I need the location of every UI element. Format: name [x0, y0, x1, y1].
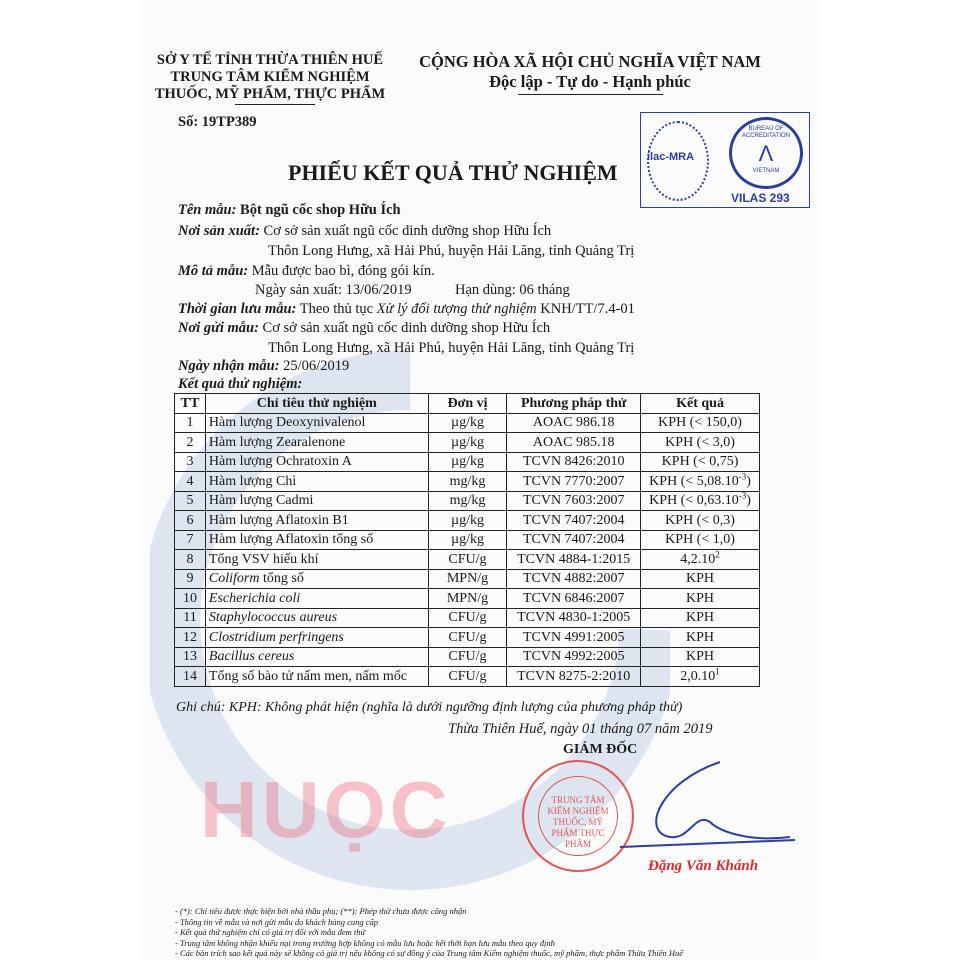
issuer-line: TRUNG TÂM KIỂM NGHIỆM: [170, 69, 370, 85]
result: [641, 647, 760, 667]
method: TCVN 4830-1:2005: [507, 608, 641, 628]
parameter-text: Hàm lượng Aflatoxin tổng số: [208, 532, 374, 548]
parameter-text: Hàm lượng Cadmi: [208, 493, 314, 509]
row-number: 1: [175, 413, 206, 433]
row-number: 5: [175, 491, 206, 511]
director-title: GIÁM ĐỐC: [563, 742, 638, 757]
footnote: - Trung tâm không nhận khiếu nại trong trường hợp không có mẫu lưu hoặc hết thời hạn lưu mẫu theo quy định: [175, 937, 555, 948]
row-number: 3: [175, 452, 206, 472]
result-value: 2,0.10: [680, 668, 716, 684]
parameter-text: Tổng số bào tử nấm men, nấm mốc: [208, 668, 408, 684]
parameter-name: [205, 628, 428, 648]
unit: µg/kg: [428, 511, 507, 531]
table-row: [175, 530, 760, 550]
result-tail: ): [746, 473, 751, 489]
parameter-text: Hàm lượng Ochratoxin A: [208, 454, 352, 470]
result-value: 4,2.10: [680, 551, 716, 567]
page-title: PHIẾU KẾT QUẢ THỬ NGHIỆM: [288, 160, 618, 185]
method: TCVN 7603:2007: [507, 491, 641, 511]
producer-address: Thôn Long Hưng, xã Hải Phú, huyện Hải Lăng, tỉnh Quảng Trị: [268, 243, 635, 259]
result-value: KPH (< 150,0): [658, 415, 742, 431]
unit: CFU/g: [428, 550, 507, 570]
parameter-name: [205, 491, 428, 511]
unit: CFU/g: [428, 608, 507, 628]
unit: CFU/g: [428, 647, 507, 667]
unit: mg/kg: [428, 472, 507, 492]
producer-row: [178, 222, 551, 240]
result: [641, 608, 760, 628]
result-value: KPH (< 0,3): [665, 512, 735, 528]
parameter-italic: Clostridium perfringens: [208, 629, 344, 645]
national-title: CỘNG HÒA XÃ HỘI CHỦ NGHĨA VIỆT NAM: [419, 52, 761, 71]
col-header: TT: [175, 394, 206, 414]
signature-icon: [600, 752, 800, 852]
method: TCVN 7407:2004: [507, 530, 641, 550]
table-row: [175, 491, 760, 511]
parameter-text: Hàm lượng Deoxynivalenol: [208, 415, 366, 431]
parameter-name: [205, 511, 428, 531]
unit: µg/kg: [428, 413, 507, 433]
result: [641, 491, 760, 511]
col-header: Đơn vị: [428, 394, 507, 414]
vilas-label: VILAS 293: [731, 191, 790, 205]
result-value: KPH (< 3,0): [665, 434, 735, 450]
value: 25/06/2019: [283, 358, 350, 374]
result-value: KPH: [686, 649, 715, 665]
result-exponent: -3: [738, 490, 747, 501]
parameter-text: tổng số: [259, 571, 304, 587]
footnote: - (*): Chỉ tiêu được thực hiện bởi nhà thầu phụ; (**): Phép thử chưa được công nhận: [175, 906, 467, 916]
boa-country: VIETNAM: [752, 168, 780, 174]
table-row: [175, 628, 760, 648]
result: [641, 511, 760, 531]
result-exponent: 2: [715, 549, 720, 560]
result-exponent: -3: [738, 471, 747, 482]
divider: [518, 94, 663, 95]
method: AOAC 985.18: [507, 433, 641, 453]
table-row: [175, 413, 760, 433]
col-header: Chỉ tiêu thử nghiệm: [205, 394, 428, 414]
unit: CFU/g: [428, 628, 507, 648]
national-header: [410, 52, 770, 92]
row-number: 12: [175, 628, 206, 648]
row-number: 11: [175, 608, 206, 628]
unit: µg/kg: [428, 530, 507, 550]
parameter-name: [205, 569, 428, 589]
received-row: [178, 357, 349, 375]
issuer-header: [145, 52, 395, 103]
divider: [235, 104, 315, 105]
parameter-italic: Bacillus cereus: [208, 649, 295, 665]
issuer-line: SỞ Y TẾ TỈNH THỪA THIÊN HUẾ: [156, 52, 384, 68]
footnote: - Kết quả thử nghiệm chỉ có giá trị đối với mẫu đem thử: [175, 927, 366, 937]
footnote: - Thông tin về mẫu và nơi gửi mẫu do khách hàng cung cấp: [175, 916, 378, 927]
parameter-name: [205, 608, 428, 628]
parameter-name: [205, 550, 428, 570]
label: Tên mẫu:: [178, 202, 237, 218]
parameter-name: [205, 413, 428, 433]
sender-address: Thôn Long Hưng, xã Hải Phú, huyện Hải Lăng, tỉnh Quảng Trị: [268, 340, 635, 356]
result-tail: ): [746, 493, 751, 509]
stamp-text: TRUNG TÂM KIỂM NGHIỆM THUỐC, MỸ PHẨM THỰC PHẨM: [538, 776, 618, 856]
result-value: KPH (< 0,75): [661, 454, 739, 470]
results-table: [174, 393, 760, 687]
issuer-line: THUỐC, MỸ PHẨM, THỰC PHẨM: [154, 86, 386, 102]
result-value: KPH: [686, 610, 715, 626]
result: [641, 550, 760, 570]
parameter-italic: Coliform: [208, 571, 260, 587]
expiry: Hạn dùng: 06 tháng: [455, 282, 570, 298]
result: [641, 433, 760, 453]
footnotes: [175, 906, 683, 959]
table-row: [175, 511, 760, 531]
storage-row: [178, 300, 635, 318]
method: TCVN 4991:2005: [507, 628, 641, 648]
parameter-text: Hàm lượng Zearalenone: [208, 434, 346, 450]
result-value: KPH: [686, 590, 715, 606]
unit: µg/kg: [428, 452, 507, 472]
document-number: Số: 19TP389: [178, 114, 257, 130]
row-number: 7: [175, 530, 206, 550]
parameter-name: [205, 433, 428, 453]
method: TCVN 7770:2007: [507, 472, 641, 492]
parameter-text: Hàm lượng Chì: [208, 473, 297, 489]
result: [641, 569, 760, 589]
unit: mg/kg: [428, 491, 507, 511]
results-heading: Kết quả thử nghiệm:: [178, 376, 303, 392]
method: TCVN 8426:2010: [507, 452, 641, 472]
table-row: [175, 433, 760, 453]
boa-seal-icon: BUREAU OF ACCREDITATION Λ VIETNAM: [729, 117, 803, 189]
table-row: [175, 589, 760, 609]
parameter-name: [205, 647, 428, 667]
parameter-text: Tổng VSV hiếu khí: [208, 551, 319, 567]
manufacture-date: Ngày sản xuất: 13/06/2019: [255, 282, 412, 298]
parameter-name: [205, 589, 428, 609]
unit: MPN/g: [428, 569, 507, 589]
method: TCVN 4882:2007: [507, 569, 641, 589]
unit: µg/kg: [428, 433, 507, 453]
parameter-name: [205, 530, 428, 550]
result: [641, 667, 760, 687]
description-row: [178, 262, 435, 280]
result: [641, 413, 760, 433]
method: TCVN 8275-2:2010: [507, 667, 641, 687]
label: Thời gian lưu mẫu:: [178, 301, 297, 317]
method: AOAC 986.18: [507, 413, 641, 433]
label: Mô tả mẫu:: [178, 263, 249, 279]
result: [641, 530, 760, 550]
parameter-name: [205, 452, 428, 472]
parameter-name: [205, 472, 428, 492]
national-motto: Độc lập - Tự do - Hạnh phúc: [489, 72, 691, 91]
value: Xử lý đối tượng thử nghiệm: [376, 301, 537, 317]
method: TCVN 4992:2005: [507, 647, 641, 667]
row-number: 14: [175, 667, 206, 687]
table-row: [175, 550, 760, 570]
result-value: KPH (< 5,08.10: [649, 473, 739, 489]
table-row: [175, 667, 760, 687]
result-value: KPH (< 1,0): [665, 532, 735, 548]
label: Nơi gửi mẫu:: [178, 320, 259, 336]
table-row: [175, 452, 760, 472]
row-number: 13: [175, 647, 206, 667]
table-row: [175, 569, 760, 589]
result: [641, 589, 760, 609]
row-number: 9: [175, 569, 206, 589]
table-row: [175, 647, 760, 667]
result-exponent: 1: [715, 666, 720, 677]
result-value: KPH: [686, 629, 715, 645]
row-number: 8: [175, 550, 206, 570]
value: KNH/TT/7.4-01: [540, 301, 635, 317]
value: Theo thủ tục: [299, 301, 374, 317]
col-header: Kết quả: [641, 394, 760, 414]
signer-name: Đặng Văn Khánh: [648, 858, 759, 874]
unit: MPN/g: [428, 589, 507, 609]
table-row: [175, 608, 760, 628]
result: [641, 472, 760, 492]
label: Nơi sản xuất:: [178, 223, 260, 239]
result: [641, 452, 760, 472]
parameter-name: [205, 667, 428, 687]
row-number: 6: [175, 511, 206, 531]
sample-name-row: [178, 201, 401, 219]
row-number: 10: [175, 589, 206, 609]
result-value: KPH: [686, 571, 715, 587]
row-number: 4: [175, 472, 206, 492]
issue-date: Thừa Thiên Huế, ngày 01 tháng 07 năm 2019: [448, 721, 713, 737]
row-number: 2: [175, 433, 206, 453]
result: [641, 628, 760, 648]
parameter-text: Hàm lượng Aflatoxin B1: [208, 512, 349, 528]
watermark-text: HUỌC: [200, 765, 452, 854]
accreditation-logo: [640, 112, 810, 208]
table-row: [175, 472, 760, 492]
label: Ngày nhận mẫu:: [178, 358, 280, 374]
method: TCVN 4884-1:2015: [507, 550, 641, 570]
unit: CFU/g: [428, 667, 507, 687]
value: Bột ngũ cốc shop Hữu Ích: [240, 202, 401, 218]
col-header: Phương pháp thử: [507, 394, 641, 414]
boa-text: BUREAU OF ACCREDITATION: [741, 126, 791, 139]
value: Cơ sở sản xuất ngũ cốc dinh dưỡng shop Hữu Ích: [262, 320, 551, 336]
method: TCVN 7407:2004: [507, 511, 641, 531]
value: Mẫu được bao bì, đóng gói kín.: [251, 263, 435, 279]
method: TCVN 6846:2007: [507, 589, 641, 609]
parameter-italic: Staphylococcus aureus: [208, 610, 338, 626]
footnote: - Các bản trích sao kết quả này sẽ không có giá trị nếu không có sự đồng ý của Trung tâm Kiểm nghiệm thuốc, mỹ phẩm, thực phẩm Thừa Thiên Huế: [175, 948, 684, 958]
sender-row: [178, 319, 550, 337]
ilac-label: ilac-MRA: [647, 151, 695, 163]
note: Ghi chú: KPH: Không phát hiện (nghĩa là dưới ngưỡng định lượng của phương pháp thử): [176, 700, 683, 715]
value: Cơ sở sản xuất ngũ cốc dinh dưỡng shop Hữu Ích: [263, 223, 552, 239]
result-value: KPH (< 0,63.10: [649, 493, 739, 509]
parameter-italic: Escherichia coli: [208, 590, 301, 606]
